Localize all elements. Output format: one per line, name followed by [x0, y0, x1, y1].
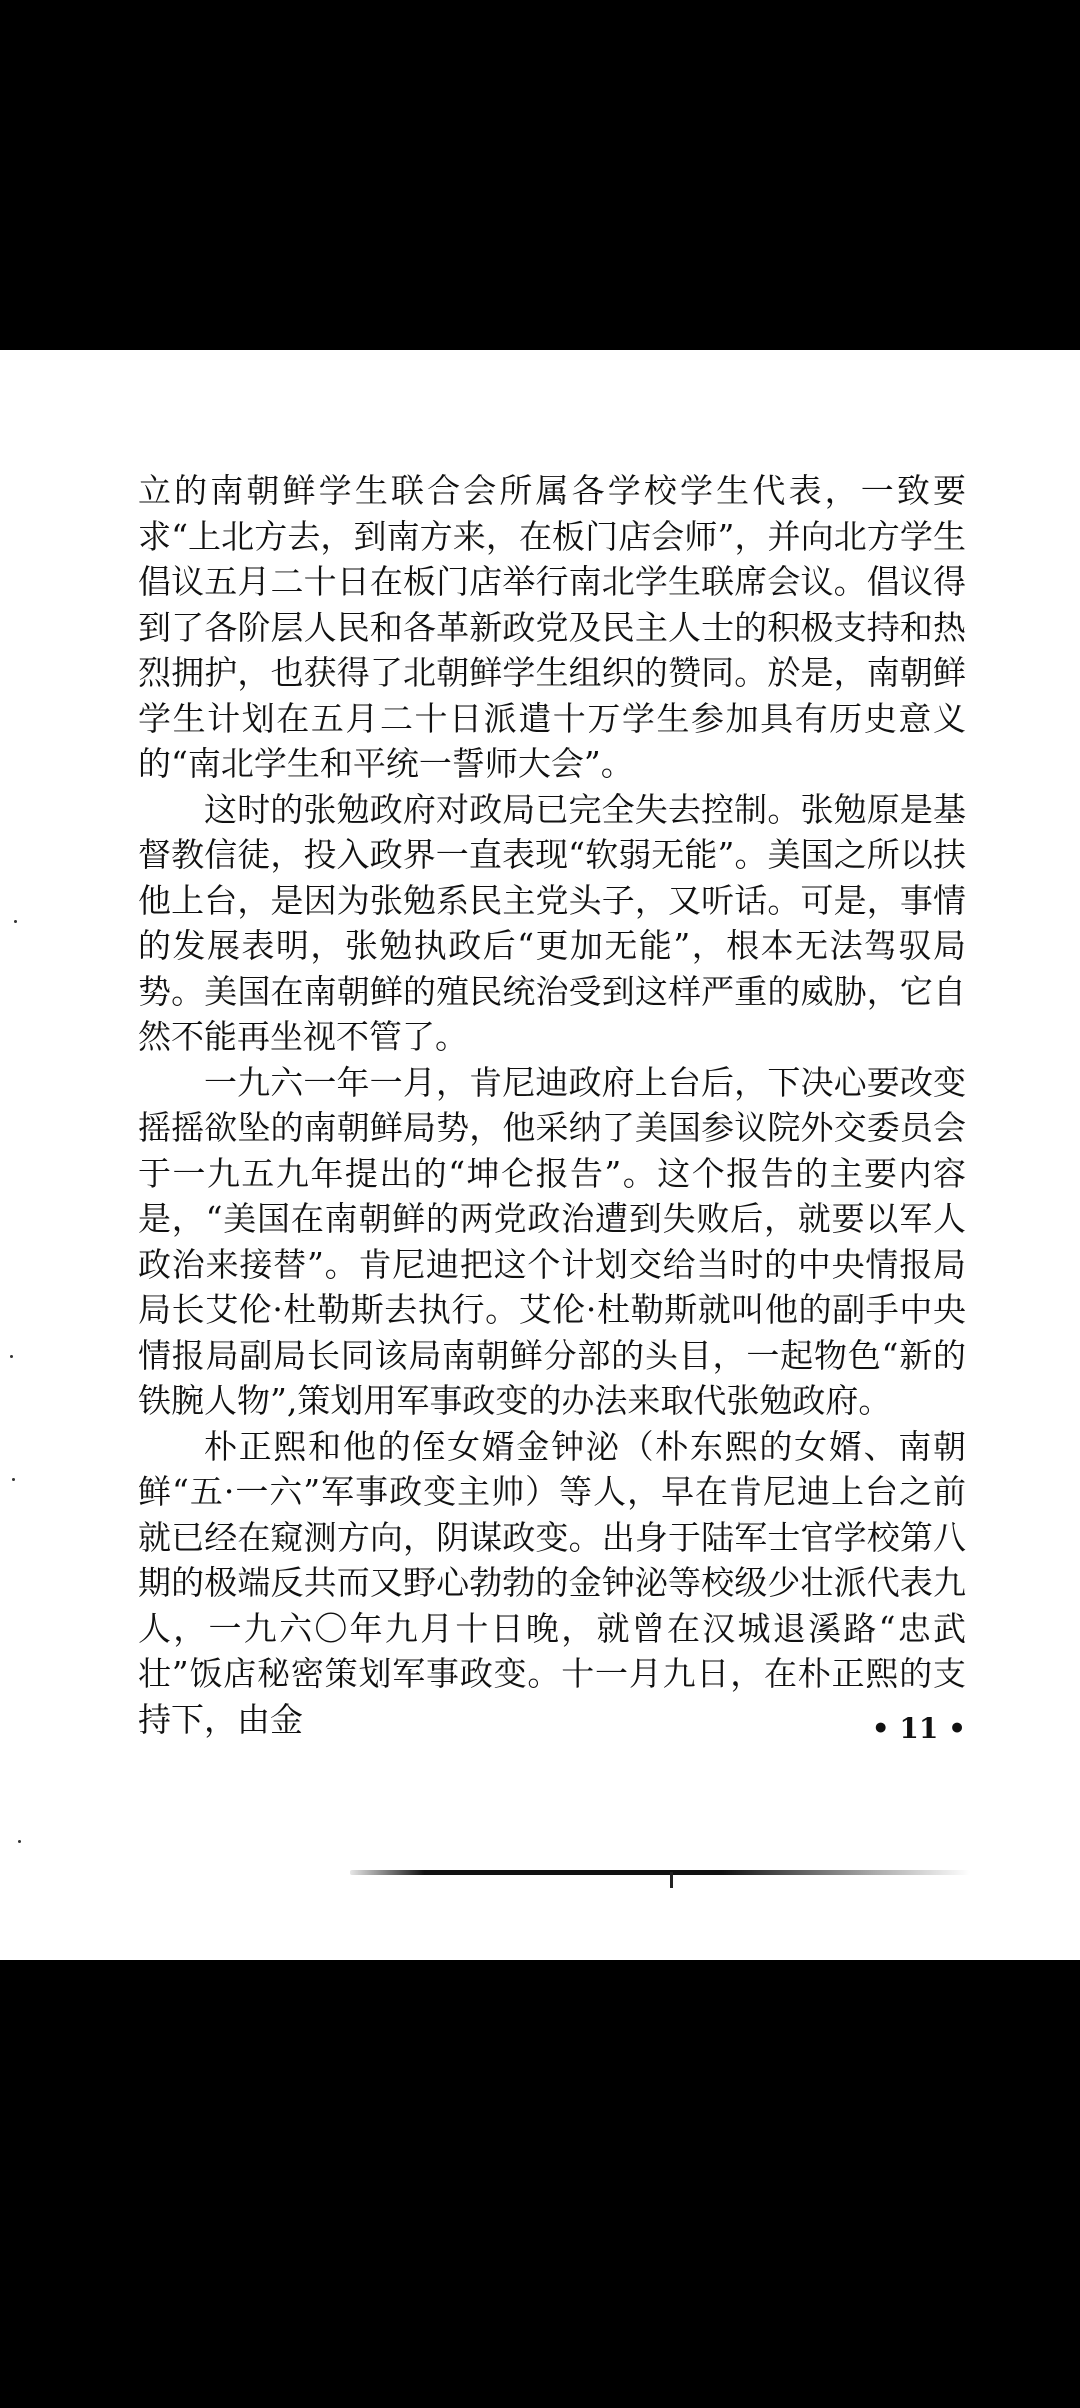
scan-speck: [14, 920, 17, 923]
scan-speck: [12, 1478, 15, 1481]
paragraph-3: 一九六一年一月，肯尼迪政府上台后，下决心要改变摇摇欲坠的南朝鲜局势，他采纳了美国参议院外交委员会于一九五九年提出的“坤仑报告”。这个报告的主要内容是，“美国在南朝鲜的两党政治遭到失败后，就要以军人政治来接替”。肯尼迪把这个计划交给当时的中央情报局局长艾伦·杜勒斯去执行。艾伦·杜勒斯就叫他的副手中央情报局副局长同该局南朝鲜分部的头目，一起物色“新的铁腕人物”,策划用军事政变的办法来取代张勉政府。: [138, 1062, 966, 1420]
book-page[interactable]: [0, 350, 1080, 1960]
body-text: [138, 468, 966, 1742]
footer-rule: [350, 1870, 970, 1875]
paragraph-2: 这时的张勉政府对政局已完全失去控制。张勉原是基督教信徒，投入政界一直表现“软弱无能”。美国之所以扶他上台，是因为张勉系民主党头子，又听话。可是，事情的发展表明，张勉执政后“更加无能”，根本无法驾驭局势。美国在南朝鲜的殖民统治受到这样严重的威胁，它自然不能再坐视不管了。: [138, 789, 966, 1056]
footer-tick-mark: [670, 1872, 673, 1888]
paragraph-1: 立的南朝鲜学生联合会所属各学校学生代表，一致要求“上北方去，到南方来，在板门店会师”，并向北方学生倡议五月二十日在板门店举行南北学生联席会议。倡议得到了各阶层人民和各革新政党及民主人士的积极支持和热烈拥护，也获得了北朝鲜学生组织的赞同。於是，南朝鲜学生计划在五月二十日派遣十万学生参加具有历史意义的“南北学生和平统一誓师大会”。: [138, 471, 966, 783]
page-number: • 11 •: [871, 1712, 966, 1745]
scan-speck: [10, 1355, 13, 1358]
scan-speck: [18, 1840, 21, 1843]
paragraph-4: 朴正熙和他的侄女婿金钟泌（朴东熙的女婿、南朝鲜“五·一六”军事政变主帅）等人，早在肯尼迪上台之前就已经在窥测方向，阴谋政变。出身于陆军士官学校第八期的极端反共而又野心勃勃的金钟泌等校级少壮派代表九人，一九六〇年九月十日晚，就曾在汉城退溪路“忠武壮”饭店秘密策划军事政变。十一月九日，在朴正熙的支持下，由金: [138, 1426, 966, 1739]
